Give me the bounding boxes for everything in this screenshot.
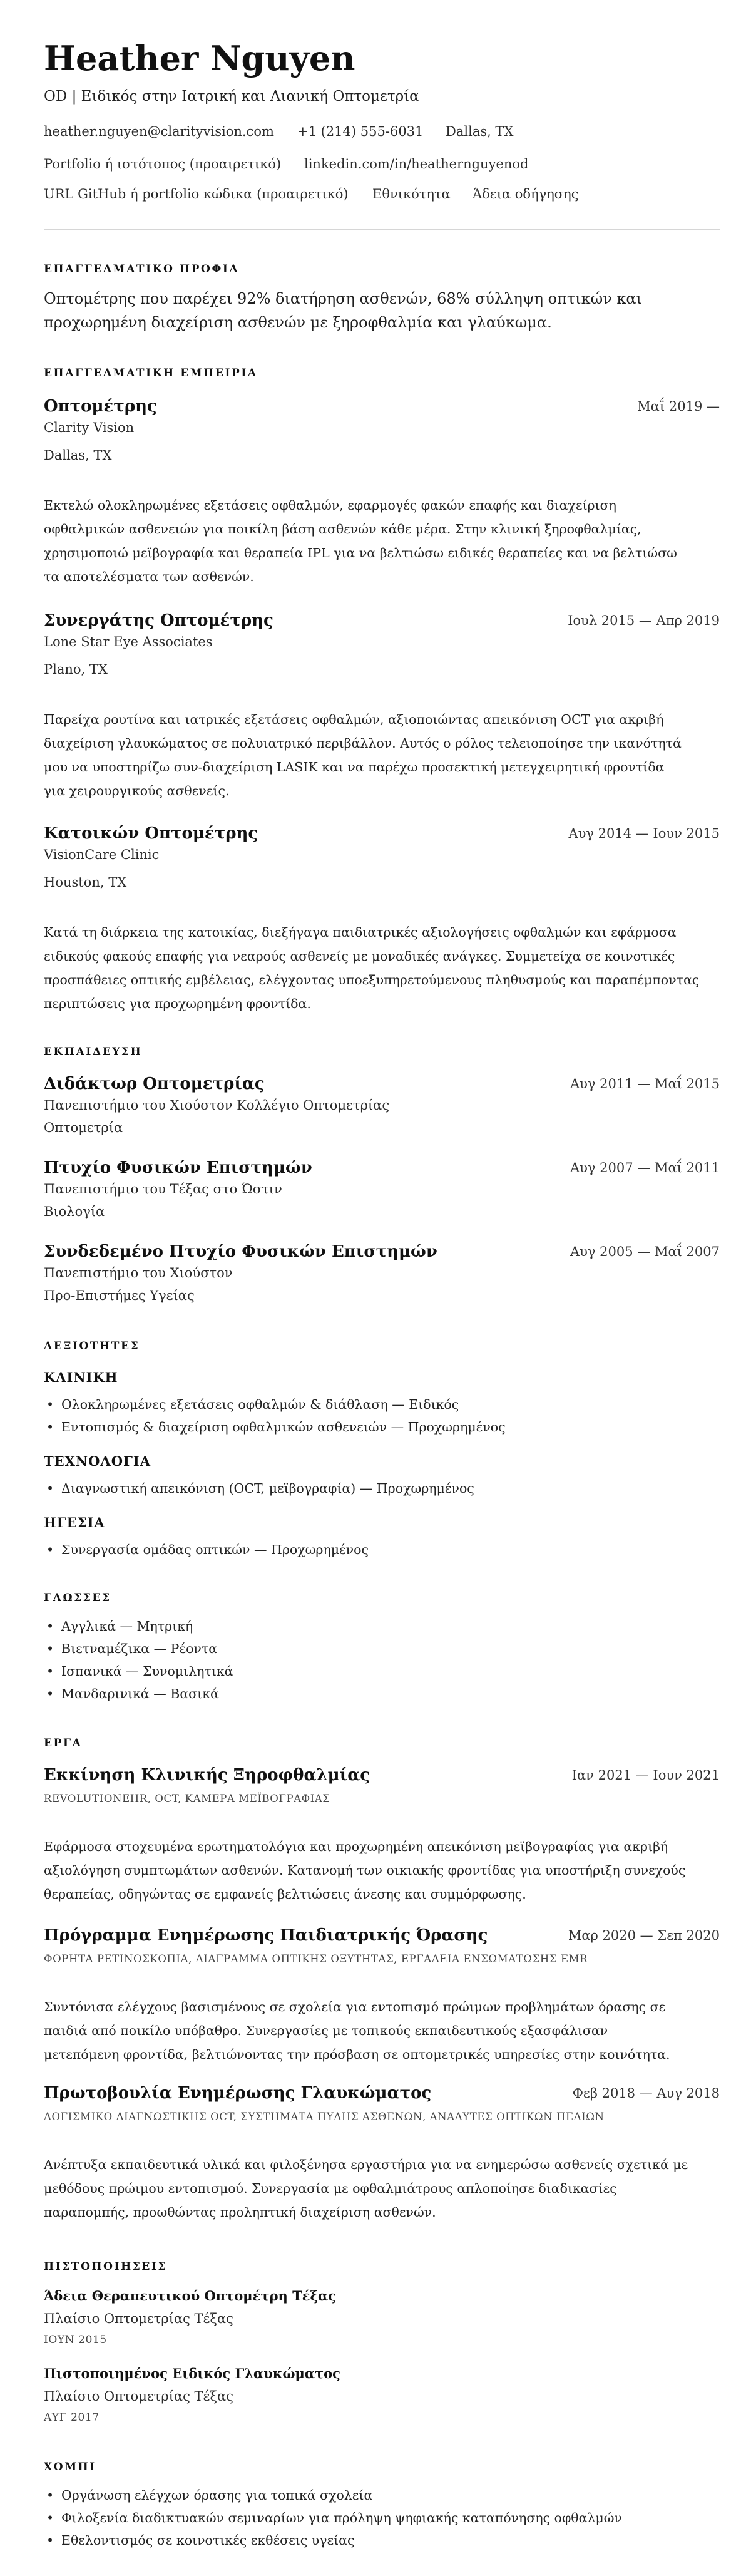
description-line: Κατά τη διάρκεια της κατοικίας, διεξήγαγα παιδιατρικές αξιολογήσεις οφθαλμών και εφάρμοσα	[44, 925, 677, 940]
linkedin-link[interactable]: linkedin.com/in/heathernguyenod	[304, 157, 529, 172]
portfolio-link[interactable]: Portfolio ή ιστότοπος (προαιρετικό)	[44, 157, 282, 172]
skill-category-clinical: ΚΛΙΝΙΚΗ	[44, 1369, 118, 1385]
language-item: • Ισπανικά — Συνομιλητικά	[44, 1662, 233, 1681]
job-company: Lone Star Eye Associates	[44, 634, 213, 649]
project-title: Εκκίνηση Κλινικής Ξηροφθαλμίας	[44, 1766, 370, 1785]
job-dates: Αυγ 2014 — Ιουν 2015	[568, 826, 720, 841]
description-line: οφθαλμικών ασθενειών για ποικίλη βάση ασθενών κάθε μέρα. Στην κλινική ξηροφθαλμίας,	[44, 522, 641, 537]
degree-title: Διδάκτωρ Οπτομετρίας	[44, 1074, 265, 1093]
job-company: VisionCare Clinic	[44, 847, 160, 862]
driving-license: Άδεια οδήγησης	[473, 187, 579, 202]
job-company: Clarity Vision	[44, 420, 135, 435]
project-dates: Ιαν 2021 — Ιουν 2021	[571, 1768, 720, 1783]
project-tags: ΦΟΡΗΤΑ ΡΕΤΙΝΟΣΚΟΠΙΑ, ΔΙΑΓΡΑΜΜΑ ΟΠΤΙΚΗΣ ΟΞΥΤΗΤΑΣ, ΕΡΓΑΛΕΙΑ ΕΝΣΩΜΑΤΩΣΗΣ EMR	[44, 1953, 588, 1965]
project-tags: ΛΟΓΙΣΜΙΚΟ ΔΙΑΓΝΩΣΤΙΚΗΣ OCT, ΣΥΣΤΗΜΑΤΑ ΠΥΛΗΣ ΑΣΘΕΝΩΝ, ΑΝΑΛΥΤΕΣ ΟΠΤΙΚΩΝ ΠΕΔΙΩΝ	[44, 2111, 605, 2123]
project-description	[44, 2153, 720, 2224]
language-item: • Αγγλικά — Μητρική	[44, 1617, 193, 1636]
project-description	[44, 1995, 720, 2066]
description-line: μετεπόμενη φροντίδα, βελτιώνοντας την πρόσβαση σε οπτομετρικές υπηρεσίες στην κοινότητα.	[44, 2047, 670, 2062]
degree-title: Πτυχίο Φυσικών Επιστημών	[44, 1158, 312, 1177]
degree-dates: Αυγ 2011 — Μαΐ 2015	[570, 1076, 720, 1091]
project-description	[44, 1835, 720, 1906]
description-line: για χειρουργικούς ασθενείς.	[44, 783, 230, 798]
description-line: χρησιμοποιώ μεϊβογραφία και θεραπεία IPL για να βελτιώσω ειδικές θεραπείες και να βελτιώσω	[44, 545, 677, 560]
certification-title: Άδεια Θεραπευτικού Οπτομέτρη Τέξας	[44, 2288, 336, 2304]
email-link[interactable]: heather.nguyen@clarityvision.com	[44, 124, 274, 139]
description-line: Παρείχα ρουτίνα και ιατρικές εξετάσεις οφθαλμών, αξιοποιώντας απεικόνιση OCT για ακριβή	[44, 712, 664, 727]
degree-field: Προ-Επιστήμες Υγείας	[44, 1288, 195, 1303]
hobbies-heading: ΧΟΜΠΙ	[44, 2461, 96, 2473]
degree-field: Οπτομετρία	[44, 1120, 123, 1135]
degree-title: Συνδεδεμένο Πτυχίο Φυσικών Επιστημών	[44, 1242, 437, 1261]
school-name: Πανεπιστήμιο του Χιούστον Κολλέγιο Οπτομετρίας	[44, 1098, 390, 1113]
education-heading: ΕΚΠΑΙΔΕΥΣΗ	[44, 1046, 143, 1058]
ethnicity: Εθνικότητα	[372, 187, 451, 202]
description-line: Συντόνισα ελέγχους βασισμένους σε σχολεία για εντοπισμό πρώιμων προβλημάτων όρασης σε	[44, 1999, 666, 2014]
hobby-item: • Οργάνωση ελέγχων όρασης για τοπικά σχολεία	[44, 2486, 372, 2505]
description-line: Ανέπτυξα εκπαιδευτικά υλικά και φιλοξένησα εργαστήρια για να ενημερώσω ασθενείς σχετικά με	[44, 2157, 688, 2172]
job-location: Dallas, TX	[44, 448, 112, 463]
project-tags: REVOLUTIONEHR, OCT, ΚΑΜΕΡΑ ΜΕΪΒΟΓΡΑΦΙΑΣ	[44, 1793, 330, 1805]
job-location: Plano, TX	[44, 662, 108, 677]
degree-dates: Αυγ 2007 — Μαΐ 2011	[570, 1160, 720, 1175]
certification-issuer: Πλαίσιο Οπτομετρίας Τέξας	[44, 2311, 233, 2326]
job-title: Κατοικών Οπτομέτρης	[44, 824, 258, 843]
skill-item: • Διαγνωστική απεικόνιση (OCT, μεϊβογραφία) — Προχωρημένος	[44, 1479, 474, 1498]
description-line: ειδικούς φακούς επαφής για νεαρούς ασθενείς με μοναδικές ανάγκες. Συμμετείχα σε κοινοτικές	[44, 949, 675, 964]
description-line: μεθόδους πρώιμου εντοπισμού. Συνεργασία με οφθαλμιάτρους απλοποίησε διαδικασίες	[44, 2181, 617, 2196]
hobby-item: • Φιλοξενία διαδικτυακών σεμιναρίων για πρόληψη ψηφιακής καταπόνησης οφθαλμών	[44, 2508, 622, 2527]
github-link[interactable]: URL GitHub ή portfolio κώδικα (προαιρετικό)	[44, 187, 349, 202]
language-item: • Βιετναμέζικα — Ρέοντα	[44, 1639, 217, 1658]
certifications-heading: ΠΙΣΤΟΠΟΙΗΣΕΙΣ	[44, 2260, 168, 2273]
description-line: μου να υποστηρίζω συν-διαχείριση LASIK και να παρέχω προσεκτική μετεγχειρητική φροντίδα	[44, 760, 665, 775]
job-dates: Μαΐ 2019 —	[637, 399, 720, 414]
experience-heading: ΕΠΑΓΓΕΛΜΑΤΙΚΗ ΕΜΠΕΙΡΙΑ	[44, 367, 258, 379]
skill-category-technology: ΤΕΧΝΟΛΟΓΙΑ	[44, 1453, 151, 1469]
project-dates: Μαρ 2020 — Σεπ 2020	[568, 1928, 720, 1943]
hobby-item: • Εθελοντισμός σε κοινοτικές εκθέσεις υγείας	[44, 2531, 354, 2550]
language-item: • Μανδαρινικά — Βασικά	[44, 1684, 219, 1703]
certification-title: Πιστοποιημένος Ειδικός Γλαυκώματος	[44, 2366, 340, 2381]
degree-field: Βιολογία	[44, 1204, 105, 1219]
job-description	[44, 920, 720, 1016]
job-title: Συνεργάτης Οπτομέτρης	[44, 611, 273, 630]
headline: OD | Ειδικός στην Ιατρική και Λιανική Οπτομετρία	[44, 88, 419, 105]
projects-heading: ΕΡΓΑ	[44, 1737, 83, 1749]
job-title: Οπτομέτρης	[44, 397, 157, 416]
skill-item: • Εντοπισμός & διαχείριση οφθαλμικών ασθενειών — Προχωρημένος	[44, 1418, 506, 1436]
degree-dates: Αυγ 2005 — Μαΐ 2007	[570, 1244, 720, 1259]
summary-heading: ΕΠΑΓΓΕΛΜΑΤΙΚΟ ΠΡΟΦΙΛ	[44, 263, 240, 276]
skill-category-leadership: ΗΓΕΣΙΑ	[44, 1515, 105, 1530]
description-line: Εφάρμοσα στοχευμένα ερωτηματολόγια και προχωρημένη απεικόνιση μεϊβογραφίας για ακριβή	[44, 1839, 668, 1854]
certification-date: ΑΥΓ 2017	[44, 2411, 100, 2424]
description-line: αξιολόγηση συμπτωμάτων ασθενών. Κατανομή των οικιακής φροντίδας για υποστήριξη συνεχούς	[44, 1863, 686, 1878]
description-line: διαχείριση γλαυκώματος σε πολυιατρικό περιβάλλον. Αυτός ο ρόλος τελειοποίησε την ικανότητά	[44, 736, 682, 751]
school-name: Πανεπιστήμιο του Χιούστον	[44, 1265, 233, 1280]
location: Dallas, TX	[446, 124, 514, 139]
certification-date: ΙΟΥΝ 2015	[44, 2334, 107, 2346]
job-dates: Ιουλ 2015 — Απρ 2019	[568, 613, 720, 628]
skill-item: • Συνεργασία ομάδας οπτικών — Προχωρημένος	[44, 1540, 369, 1559]
certification-issuer: Πλαίσιο Οπτομετρίας Τέξας	[44, 2389, 233, 2404]
description-line: περιπτώσεις για προχωρημένη φροντίδα.	[44, 996, 311, 1011]
header-divider	[44, 229, 720, 230]
school-name: Πανεπιστήμιο του Τέξας στο Ώστιν	[44, 1182, 282, 1197]
project-dates: Φεβ 2018 — Αυγ 2018	[572, 2086, 720, 2101]
job-location: Houston, TX	[44, 875, 127, 890]
project-title: Πρωτοβουλία Ενημέρωσης Γλαυκώματος	[44, 2084, 432, 2103]
summary-line: προχωρημένη διαχείριση ασθενών με ξηροφθαλμία και γλαύκωμα.	[44, 314, 552, 331]
candidate-name: Heather Nguyen	[44, 38, 355, 78]
description-line: παραπομπής, προωθώντας προληπτική διαχείριση ασθενών.	[44, 2205, 436, 2220]
project-title: Πρόγραμμα Ενημέρωσης Παιδιατρικής Όρασης	[44, 1926, 488, 1945]
skill-item: • Ολοκληρωμένες εξετάσεις οφθαλμών & διάθλαση — Ειδικός	[44, 1395, 459, 1414]
summary-text	[44, 287, 720, 334]
skills-heading: ΔΕΞΙΟΤΗΤΕΣ	[44, 1340, 140, 1352]
description-line: προσπάθειες οπτικής εμβέλειας, ελέγχοντας υποεξυπηρετούμενους πληθυσμούς και παραπέμποντας	[44, 972, 700, 987]
languages-heading: ΓΛΩΣΣΕΣ	[44, 1592, 111, 1604]
description-line: παιδιά από ποικίλο υπόβαθρο. Συνεργασίες με τοπικούς εκπαιδευτικούς εξασφάλισαν	[44, 2023, 608, 2038]
description-line: Εκτελώ ολοκληρωμένες εξετάσεις οφθαλμών, εφαρμογές φακών επαφής και διαχείριση	[44, 498, 616, 513]
job-description	[44, 493, 720, 589]
description-line: θεραπείας, οδηγώντας σε εμφανείς βελτιώσεις άνεσης και συμμόρφωσης.	[44, 1887, 526, 1902]
phone-number[interactable]: +1 (214) 555-6031	[297, 124, 424, 139]
description-line: τα αποτελέσματα των ασθενών.	[44, 569, 254, 584]
summary-line: Οπτομέτρης που παρέχει 92% διατήρηση ασθενών, 68% σύλληψη οπτικών και	[44, 290, 642, 307]
job-description	[44, 708, 720, 803]
